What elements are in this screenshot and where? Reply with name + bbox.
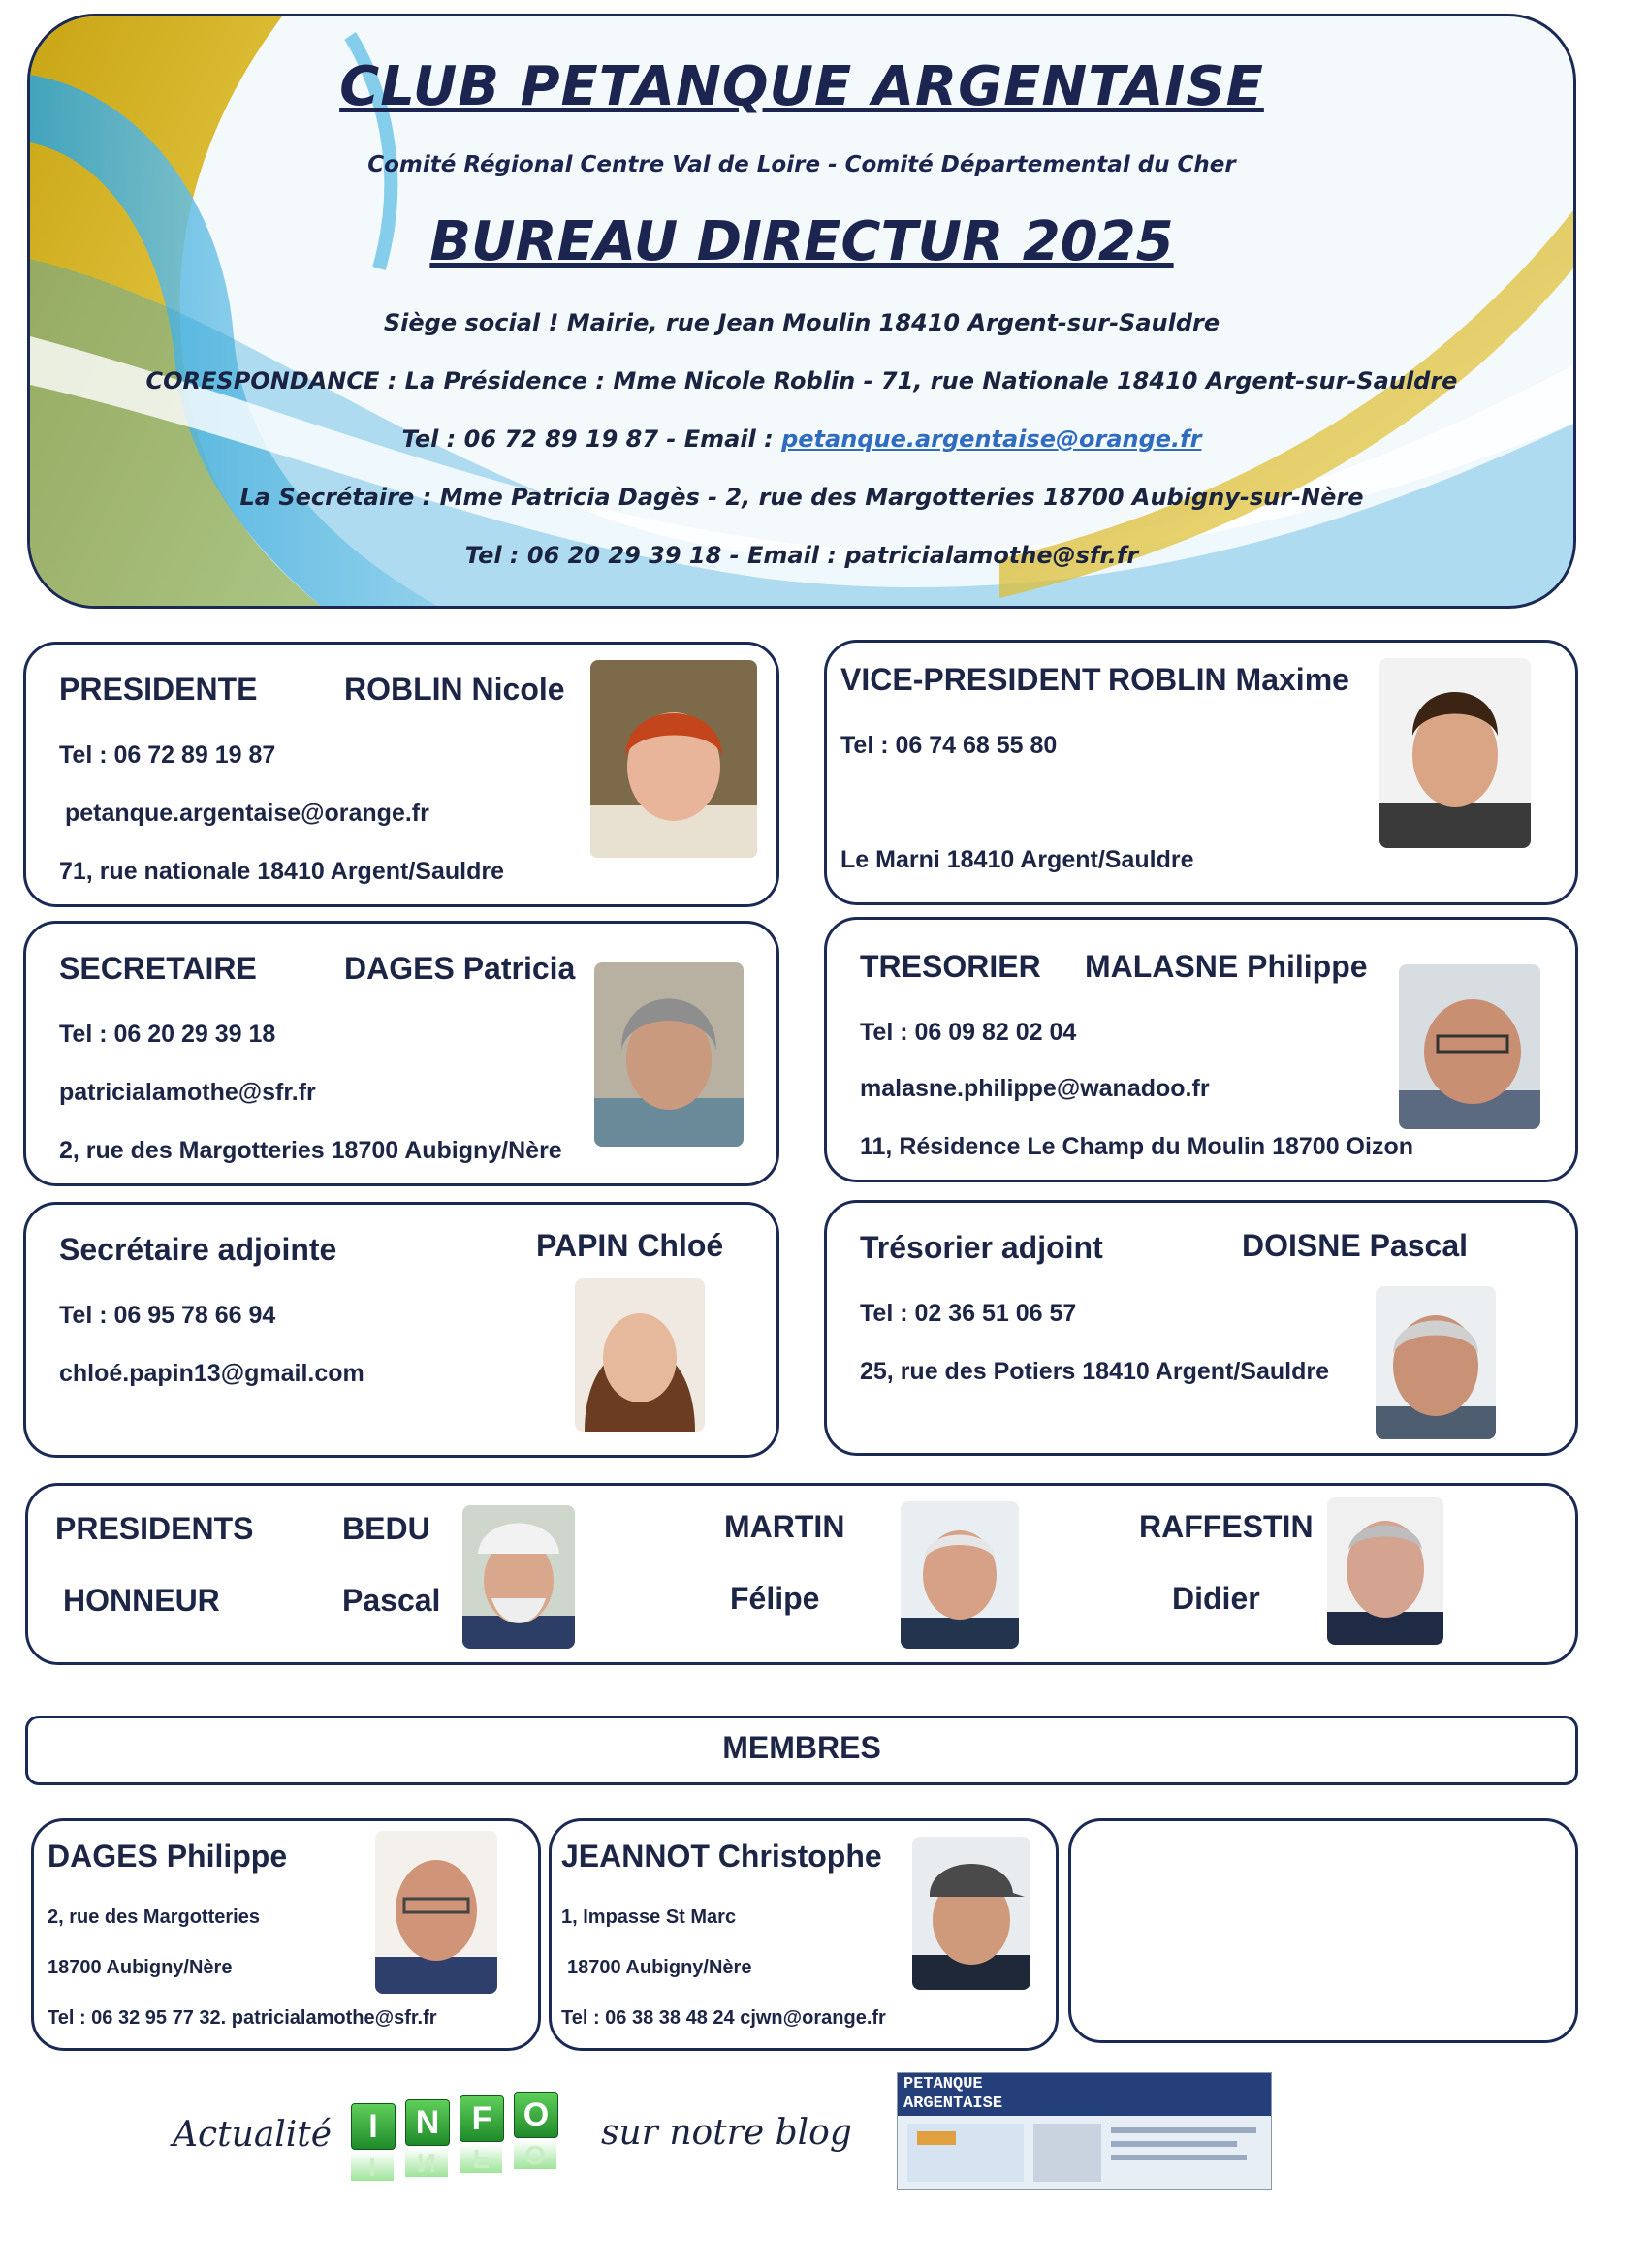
info-cube-o: O xyxy=(514,2092,558,2138)
honneur-1-photo xyxy=(462,1505,575,1649)
info-cube-f: F xyxy=(460,2095,504,2142)
secretaire-contact-line: Tel : 06 20 29 39 18 - Email : patricialamothe@sfr.fr xyxy=(464,542,1139,569)
info-cube-i: I xyxy=(351,2103,396,2150)
membre-1-address1: 2, rue des Margotteries xyxy=(48,1906,260,1928)
membre-2-address1: 1, Impasse St Marc xyxy=(561,1906,737,1928)
tresorier-address: 11, Résidence Le Champ du Moulin 18700 Oizon xyxy=(860,1133,1413,1160)
vice-president-name: ROBLIN Maxime xyxy=(1108,662,1349,697)
info-reflection-n: N xyxy=(405,2148,448,2177)
honneur-1-first: Pascal xyxy=(342,1583,441,1618)
tresorier-adjoint-address: 25, rue des Potiers 18410 Argent/Sauldre xyxy=(860,1358,1330,1385)
membre-2-contact: Tel : 06 38 38 48 24 cjwn@orange.fr xyxy=(561,2007,886,2029)
club-title: CLUB PETANQUE ARGENTAISE xyxy=(339,55,1264,118)
secretaire-tel: Tel : 06 20 29 39 18 xyxy=(59,1021,276,1048)
secretaire-email[interactable]: patricialamothe@sfr.fr xyxy=(59,1079,316,1106)
presidence-tel: Tel : 06 72 89 19 87 - Email : xyxy=(401,425,782,453)
vice-president-role: VICE-PRESIDENT xyxy=(840,662,1101,697)
vice-president-address: Le Marni 18410 Argent/Sauldre xyxy=(840,846,1194,873)
membre-1-address2: 18700 Aubigny/Nère xyxy=(48,1957,233,1978)
membres-header-bar xyxy=(25,1716,1578,1785)
tresorier-adjoint-name: DOISNE Pascal xyxy=(1242,1228,1468,1263)
header-banner xyxy=(27,14,1576,609)
tresorier-adjoint-tel: Tel : 02 36 51 06 57 xyxy=(860,1300,1077,1327)
presidents-honneur-card xyxy=(25,1483,1578,1665)
presidence-contact-line xyxy=(30,425,1573,453)
honneur-3-last: RAFFESTIN xyxy=(1139,1509,1314,1544)
info-reflection-o: O xyxy=(514,2140,556,2169)
membre-card-empty xyxy=(1068,1818,1578,2043)
secretaire-adjointe-photo xyxy=(575,1278,705,1432)
tresorier-adjoint-role: Trésorier adjoint xyxy=(860,1230,1103,1265)
tresorier-card xyxy=(824,917,1578,1182)
honneur-3-first: Didier xyxy=(1172,1581,1260,1616)
presidente-name: ROBLIN Nicole xyxy=(344,672,565,707)
honneur-3-photo xyxy=(1327,1497,1443,1645)
committees-subtitle: Comité Régional Centre Val de Loire - Comité Départemental du Cher xyxy=(367,152,1236,177)
secretaire-adjointe-role: Secrétaire adjointe xyxy=(59,1232,337,1267)
info-reflection-f: F xyxy=(460,2144,502,2173)
membres-title: MEMBRES xyxy=(722,1730,881,1765)
vice-president-photo xyxy=(1379,658,1531,848)
blog-thumb-title: PETANQUE ARGENTAISE xyxy=(903,2075,1003,2113)
membre-2-name: JEANNOT Christophe xyxy=(561,1839,882,1874)
tresorier-name: MALASNE Philippe xyxy=(1085,949,1368,984)
secretaire-photo xyxy=(594,962,744,1147)
presidence-email-link[interactable]: petanque.argentaise@orange.fr xyxy=(781,425,1202,453)
tresorier-tel: Tel : 06 09 82 02 04 xyxy=(860,1019,1077,1046)
secretaire-address: 2, rue des Margotteries 18700 Aubigny/Nère xyxy=(59,1137,562,1164)
footer-actualite: Actualité xyxy=(173,2115,333,2155)
membre-1-contact: Tel : 06 32 95 77 32. patricialamothe@sfr.fr xyxy=(48,2007,437,2029)
honneur-2-photo xyxy=(901,1501,1019,1649)
presidente-role: PRESIDENTE xyxy=(59,672,258,707)
secretaire-adjointe-tel: Tel : 06 95 78 66 94 xyxy=(59,1302,276,1329)
membre-card-dages xyxy=(31,1818,541,2051)
secretaire-role: SECRETAIRE xyxy=(59,951,257,986)
membre-card-jeannot xyxy=(549,1818,1059,2051)
honneur-1-last: BEDU xyxy=(342,1511,430,1546)
blog-thumb-preview xyxy=(898,2073,1271,2189)
secretaire-name: DAGES Patricia xyxy=(344,951,576,986)
presidente-card xyxy=(23,642,779,907)
honneur-label-line2: HONNEUR xyxy=(63,1583,220,1618)
secretaire-adjointe-name: PAPIN Chloé xyxy=(536,1228,724,1263)
honneur-2-first: Félipe xyxy=(730,1581,820,1616)
presidente-tel: Tel : 06 72 89 19 87 xyxy=(59,741,276,769)
membre-2-photo xyxy=(912,1837,1030,1990)
vice-president-tel: Tel : 06 74 68 55 80 xyxy=(840,732,1058,759)
membre-2-address2: 18700 Aubigny/Nère xyxy=(567,1957,752,1978)
secretaire-address-line: La Secrétaire : Mme Patricia Dagès - 2, rue des Margotteries 18700 Aubigny-sur-Nère xyxy=(239,484,1364,511)
honneur-2-last: MARTIN xyxy=(724,1509,845,1544)
presidente-photo xyxy=(590,660,757,858)
tresorier-adjoint-card xyxy=(824,1200,1578,1456)
presidente-address: 71, rue nationale 18410 Argent/Sauldre xyxy=(59,858,504,885)
tresorier-photo xyxy=(1399,964,1540,1129)
membre-1-photo xyxy=(375,1831,497,1994)
info-cube-n: N xyxy=(405,2099,450,2146)
blog-thumbnail[interactable] xyxy=(897,2072,1272,2190)
info-reflection-i: I xyxy=(351,2152,394,2181)
correspondance-line: CORESPONDANCE : La Présidence : Mme Nicole Roblin - 71, rue Nationale 18410 Argent-sur-Sauldre xyxy=(145,367,1458,394)
honneur-label-line1: PRESIDENTS xyxy=(55,1511,254,1546)
tresorier-role: TRESORIER xyxy=(860,949,1041,984)
tresorier-email[interactable]: malasne.philippe@wanadoo.fr xyxy=(860,1075,1210,1102)
membre-1-name: DAGES Philippe xyxy=(48,1839,288,1874)
footer-blog-text: sur notre blog xyxy=(601,2113,852,2153)
siege-social-line: Siège social ! Mairie, rue Jean Moulin 18410 Argent-sur-Sauldre xyxy=(383,309,1220,336)
tresorier-adjoint-photo xyxy=(1376,1286,1496,1439)
vice-president-card xyxy=(824,640,1578,905)
secretaire-card xyxy=(23,921,779,1186)
bureau-title: BUREAU DIRECTUR 2025 xyxy=(429,210,1174,273)
secretaire-adjointe-card xyxy=(23,1202,779,1458)
presidente-email[interactable]: petanque.argentaise@orange.fr xyxy=(65,800,429,827)
secretaire-adjointe-email[interactable]: chloé.papin13@gmail.com xyxy=(59,1360,364,1387)
